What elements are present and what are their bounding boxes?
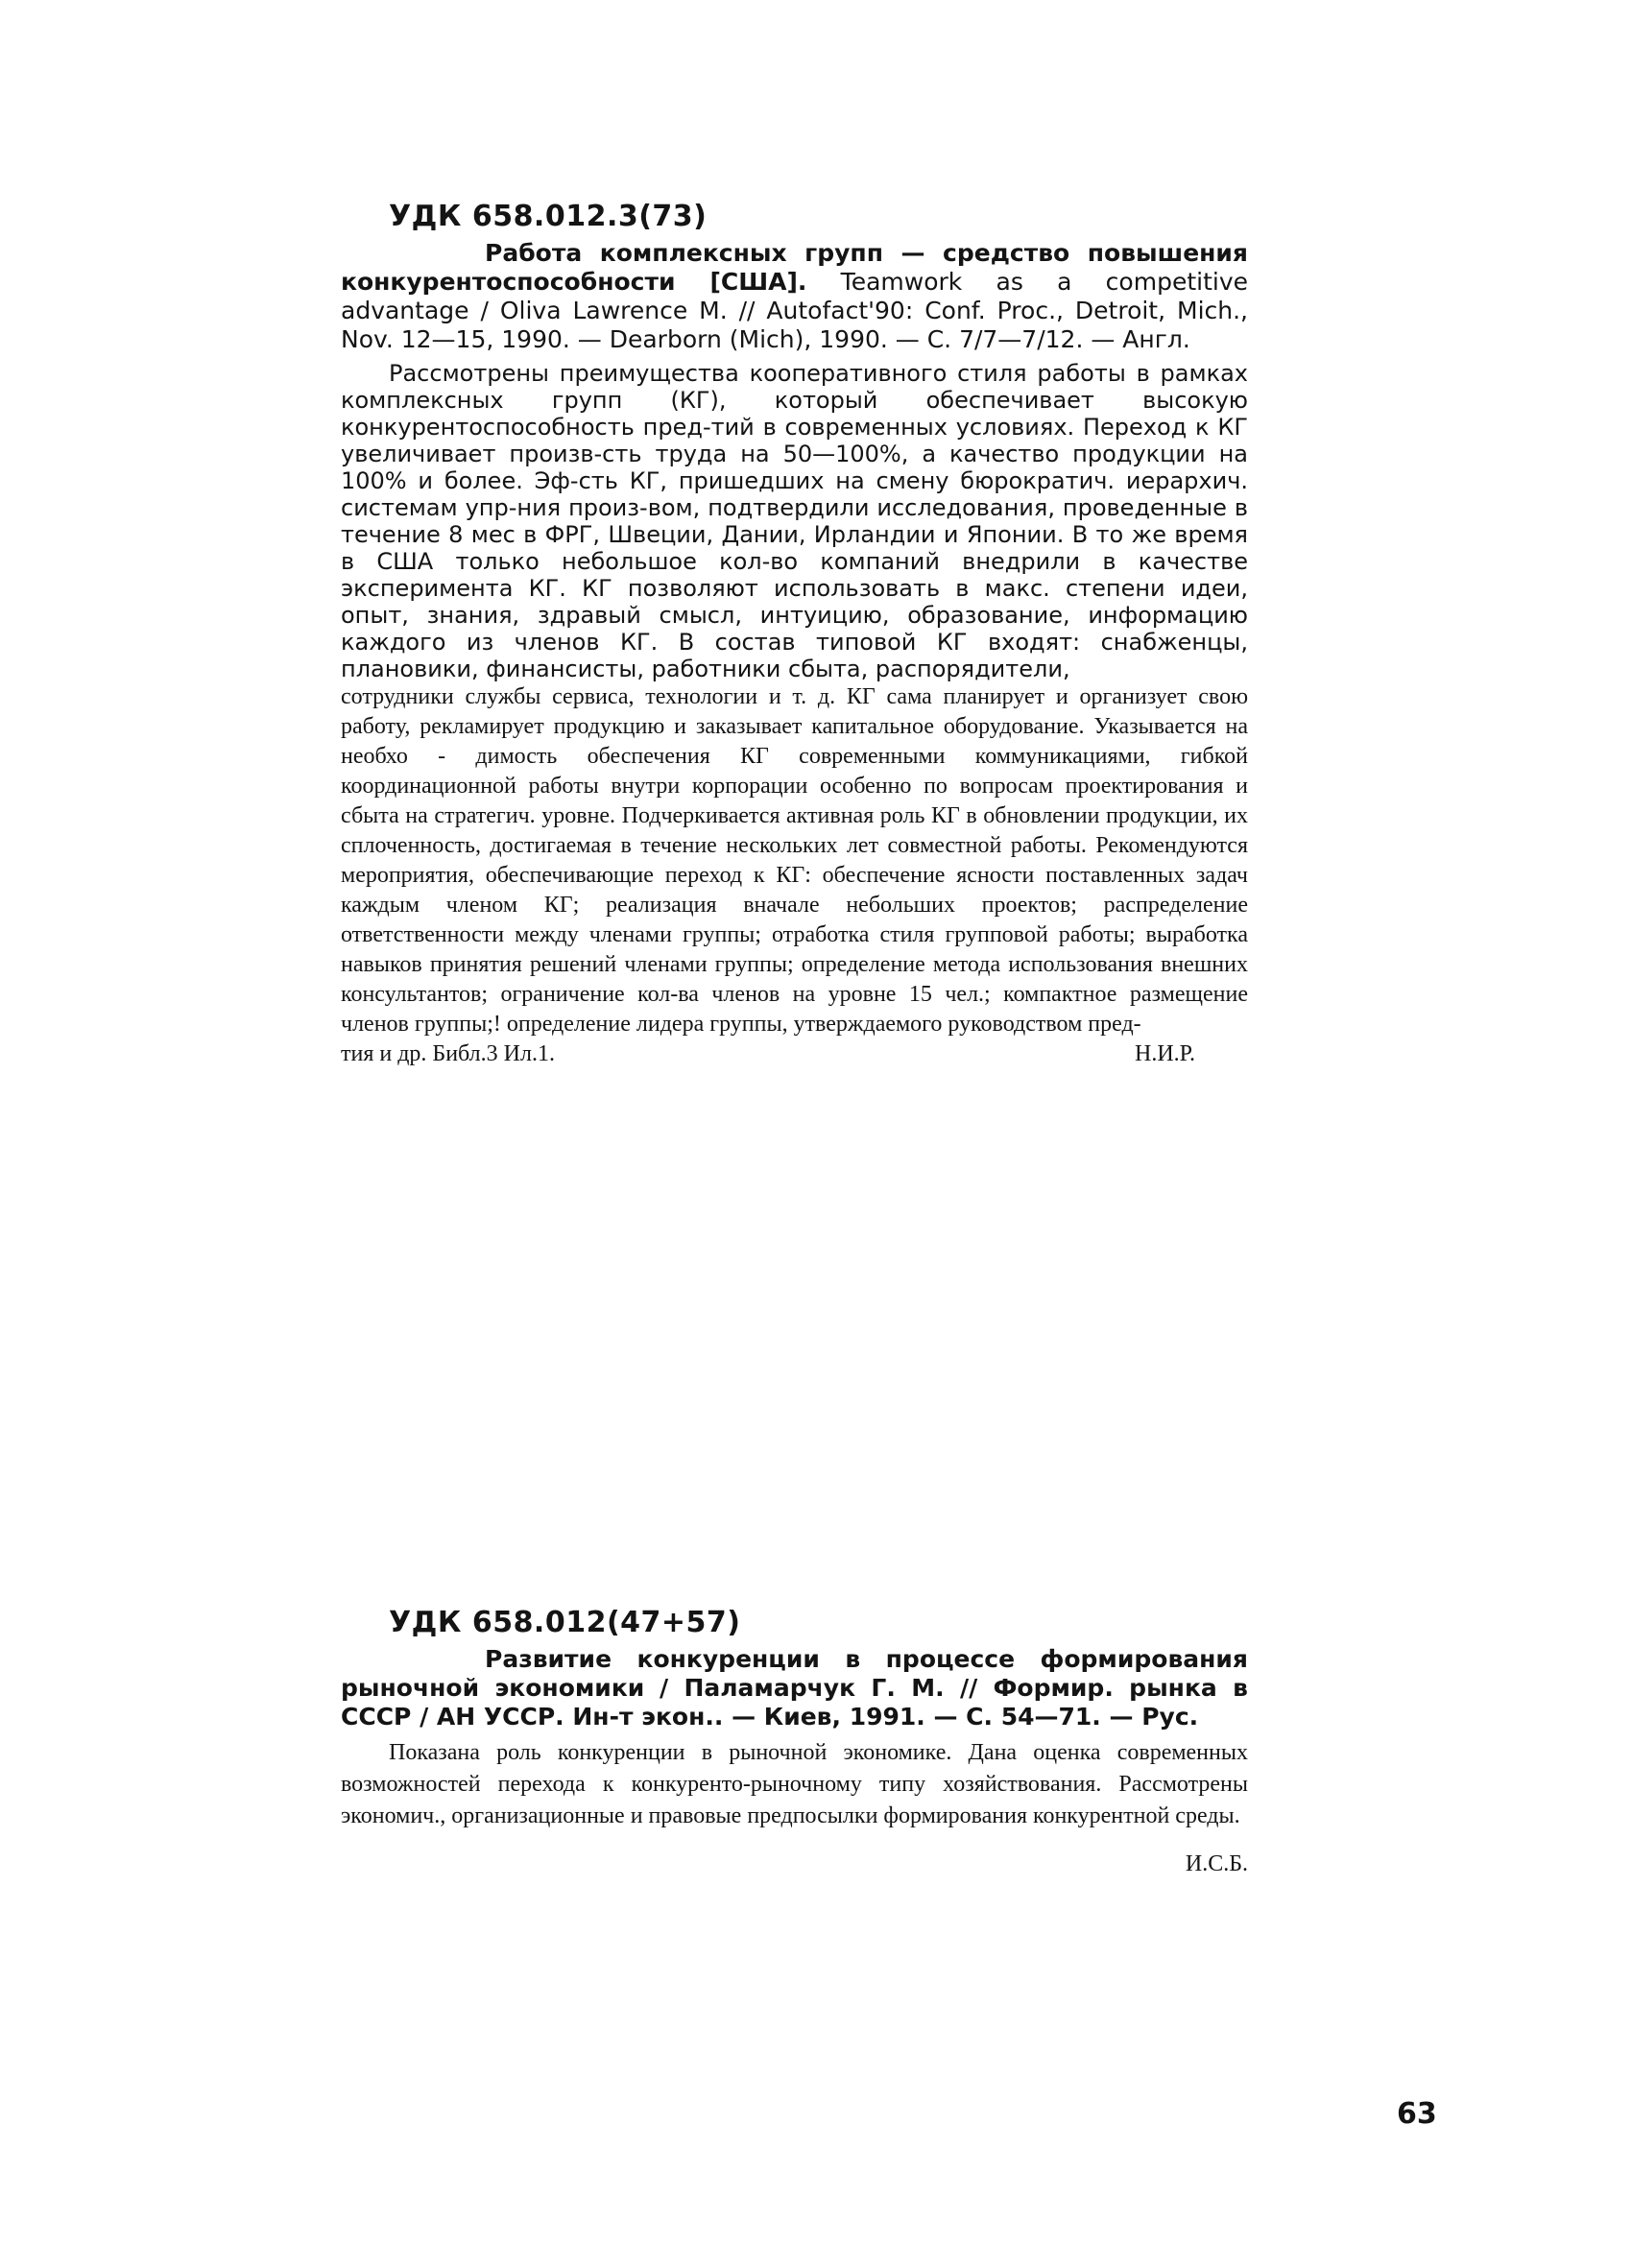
- reviewer-initials: Н.И.Р.: [1134, 1041, 1195, 1066]
- citation-details: / Паламарчук Г. М. // Формир. рынка в СССР / АН УССР. Ин-т экон.. — Киев, 1991. — С. 54—71. — Рус.: [341, 1674, 1248, 1731]
- abstract: Показана роль конкуренции в рыночной экономике. Дана оценка современных возможностей перехода к конкуренто-рыночному типу хозяйствования. Рассмотрены экономич., организационные и правовые предпосылки формирования конкурентной среды.: [341, 1740, 1248, 1828]
- abstract-part-2: сотрудники службы сервиса, технологии и т. д. КГ сама планирует и организует свою работу, рекламирует продукцию и заказывает капитальное оборудование. Указывается на необхо - димость обеспечения КГ современными коммуникациями, гибкой координационной работы внутри корпорации особенно по вопросам проектирования и сбыта на стратегич. уровне. Подчеркивается активная роль КГ в обновлении продукции, их сплоченность, достигаемая в течение нескольких лет совместной работы. Рекомендуются мероприятия, обеспечивающие переход к КГ: обеспечение ясности поставленных задач каждым членом КГ; реализация вначале небольших проектов; распределение ответственности между членами группы; отработка стиля групповой работы; выработка навыков принятия решений членами группы; определение метода использования внешних консультантов; ограничение кол-ва членов на уровне 15 чел.; компактное размещение членов группы;! определение лидера группы, утверждаемого руководством пред-: [341, 684, 1248, 1037]
- citation: [341, 1645, 1248, 1731]
- citation: [341, 239, 1248, 354]
- udc-code: УДК 658.012(47+57): [389, 1606, 741, 1639]
- udc-code: УДК 658.012.3(73): [389, 200, 708, 233]
- abstract-end: [341, 1039, 1248, 1069]
- bibliographic-entry: [341, 197, 1248, 1069]
- reviewer-initials: И.С.Б.: [1185, 1851, 1248, 1876]
- citation-details: Teamwork as a competitive advantage / Oliva Lawrence M. // Autofact'90: Conf. Proc., Detroit, Mich., Nov. 12—15, 1990. — Dearborn (Mich), 1990. — С. 7/7—7/12. — Англ.: [341, 268, 1248, 353]
- entry-title: Развитие конкуренции в процессе формирования рыночной экономики: [341, 1645, 1248, 1702]
- abstract-tail: тия и др. Библ.3 Ил.1.: [341, 1041, 555, 1066]
- bibliographic-entry: [341, 1603, 1248, 1879]
- abstract-part-1: Рассмотрены преимущества кооперативного стиля работы в рамках комплексных групп (КГ), который обеспечивает высокую конкурентоспособность пред-тий в современных условиях. Переход к КГ увеличивает произв-сть труда на 50—100%, а качество продукции на 100% и более. Эф-сть КГ, пришедших на смену бюрократич. иерархич. системам упр-ния произ-вом, подтвердили исследования, проведенные в течение 8 мес в ФРГ, Швеции, Дании, Ирландии и Японии. В то же время в США только небольшое кол-во компаний внедрили в качестве эксперимента КГ. КГ позволяют использовать в макс. степени идеи, опыт, знания, здравый смысл, интуицию, образование, информацию каждого из членов КГ. В состав типовой КГ входят: снабженцы, плановики, финансисты, работники сбыта, распорядители,: [341, 360, 1248, 682]
- page-number: 63: [1397, 2097, 1437, 2131]
- entry-title: Работа комплексных групп — средство повышения конкурентоспособности [США].: [341, 239, 1248, 296]
